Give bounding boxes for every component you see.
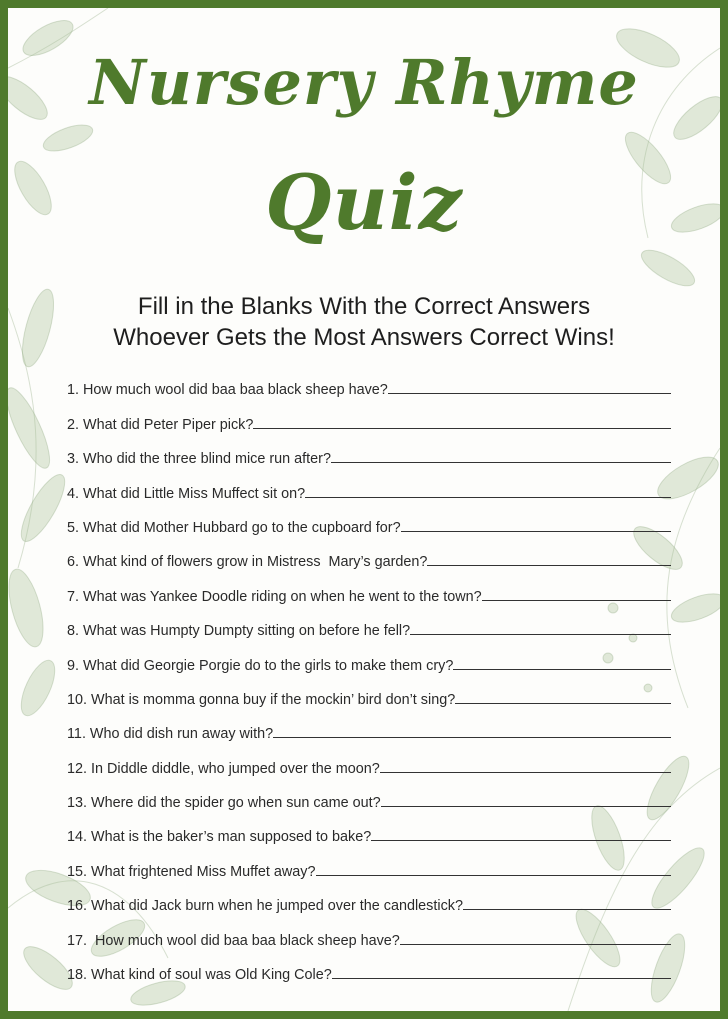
question-item bbox=[67, 915, 671, 949]
question-text: 15. What frightened Miss Muffet away? bbox=[67, 863, 316, 880]
question-text: 2. What did Peter Piper pick? bbox=[67, 416, 254, 433]
answer-blank[interactable] bbox=[400, 944, 671, 945]
question-item bbox=[67, 537, 671, 571]
question-text: 16. What did Jack burn when he jumped over the candlestick? bbox=[67, 898, 463, 915]
answer-blank[interactable] bbox=[371, 840, 671, 841]
question-text: 4. What did Little Miss Muffect sit on? bbox=[67, 485, 306, 502]
question-text: 12. In Diddle diddle, who jumped over the moon? bbox=[67, 760, 380, 777]
question-item bbox=[67, 640, 671, 674]
answer-blank[interactable] bbox=[381, 806, 671, 807]
answer-blank[interactable] bbox=[253, 428, 671, 429]
question-item bbox=[67, 399, 671, 433]
answer-blank[interactable] bbox=[316, 875, 672, 876]
answer-blank[interactable] bbox=[427, 565, 671, 566]
question-text: 8. What was Humpty Dumpty sitting on before he fell? bbox=[67, 623, 411, 640]
question-item bbox=[67, 778, 671, 812]
question-item bbox=[67, 709, 671, 743]
question-text: 17. How much wool did baa baa black sheep have? bbox=[67, 932, 400, 949]
question-text: 10. What is momma gonna buy if the mockin’ bird don’t sing? bbox=[67, 691, 456, 708]
question-text: 9. What did Georgie Porgie do to the girls to make them cry? bbox=[67, 657, 454, 674]
answer-blank[interactable] bbox=[463, 909, 671, 910]
question-text: 7. What was Yankee Doodle riding on when he went to the town? bbox=[67, 588, 482, 605]
answer-blank[interactable] bbox=[331, 462, 671, 463]
question-text: 18. What kind of soul was Old King Cole? bbox=[67, 967, 332, 984]
question-item bbox=[67, 606, 671, 640]
question-item bbox=[67, 950, 671, 984]
question-item bbox=[67, 675, 671, 709]
answer-blank[interactable] bbox=[273, 737, 671, 738]
question-text: 5. What did Mother Hubbard go to the cupboard for? bbox=[67, 519, 401, 536]
answer-blank[interactable] bbox=[332, 978, 671, 979]
question-text: 6. What kind of flowers grow in Mistress Mary’s garden? bbox=[67, 554, 428, 571]
question-item bbox=[67, 434, 671, 468]
answer-blank[interactable] bbox=[401, 531, 671, 532]
question-text: 13. Where did the spider go when sun came out? bbox=[67, 795, 381, 812]
question-item bbox=[67, 881, 671, 915]
question-item bbox=[67, 743, 671, 777]
question-item bbox=[67, 365, 671, 399]
question-item bbox=[67, 503, 671, 537]
question-item bbox=[67, 846, 671, 880]
question-text: 1. How much wool did baa baa black sheep have? bbox=[67, 382, 388, 399]
answer-blank[interactable] bbox=[482, 600, 671, 601]
question-item bbox=[67, 812, 671, 846]
question-text: 11. Who did dish run away with? bbox=[67, 726, 274, 743]
question-list bbox=[67, 365, 671, 984]
answer-blank[interactable] bbox=[380, 772, 671, 773]
question-item bbox=[67, 571, 671, 605]
subtitle-line-1: Fill in the Blanks With the Correct Answers bbox=[137, 293, 591, 320]
subtitle-line-2: Whoever Gets the Most Answers Correct Wins! bbox=[113, 324, 615, 351]
answer-blank[interactable] bbox=[455, 703, 671, 704]
answer-blank[interactable] bbox=[453, 669, 671, 670]
answer-blank[interactable] bbox=[410, 634, 671, 635]
question-text: 3. Who did the three blind mice run after? bbox=[67, 451, 331, 468]
question-text: 14. What is the baker’s man supposed to bake? bbox=[67, 829, 372, 846]
title-line-2: Quiz bbox=[265, 158, 463, 247]
title-line-1: Nursery Rhyme bbox=[89, 46, 639, 119]
answer-blank[interactable] bbox=[305, 497, 671, 498]
question-item bbox=[67, 468, 671, 502]
answer-blank[interactable] bbox=[388, 393, 671, 394]
